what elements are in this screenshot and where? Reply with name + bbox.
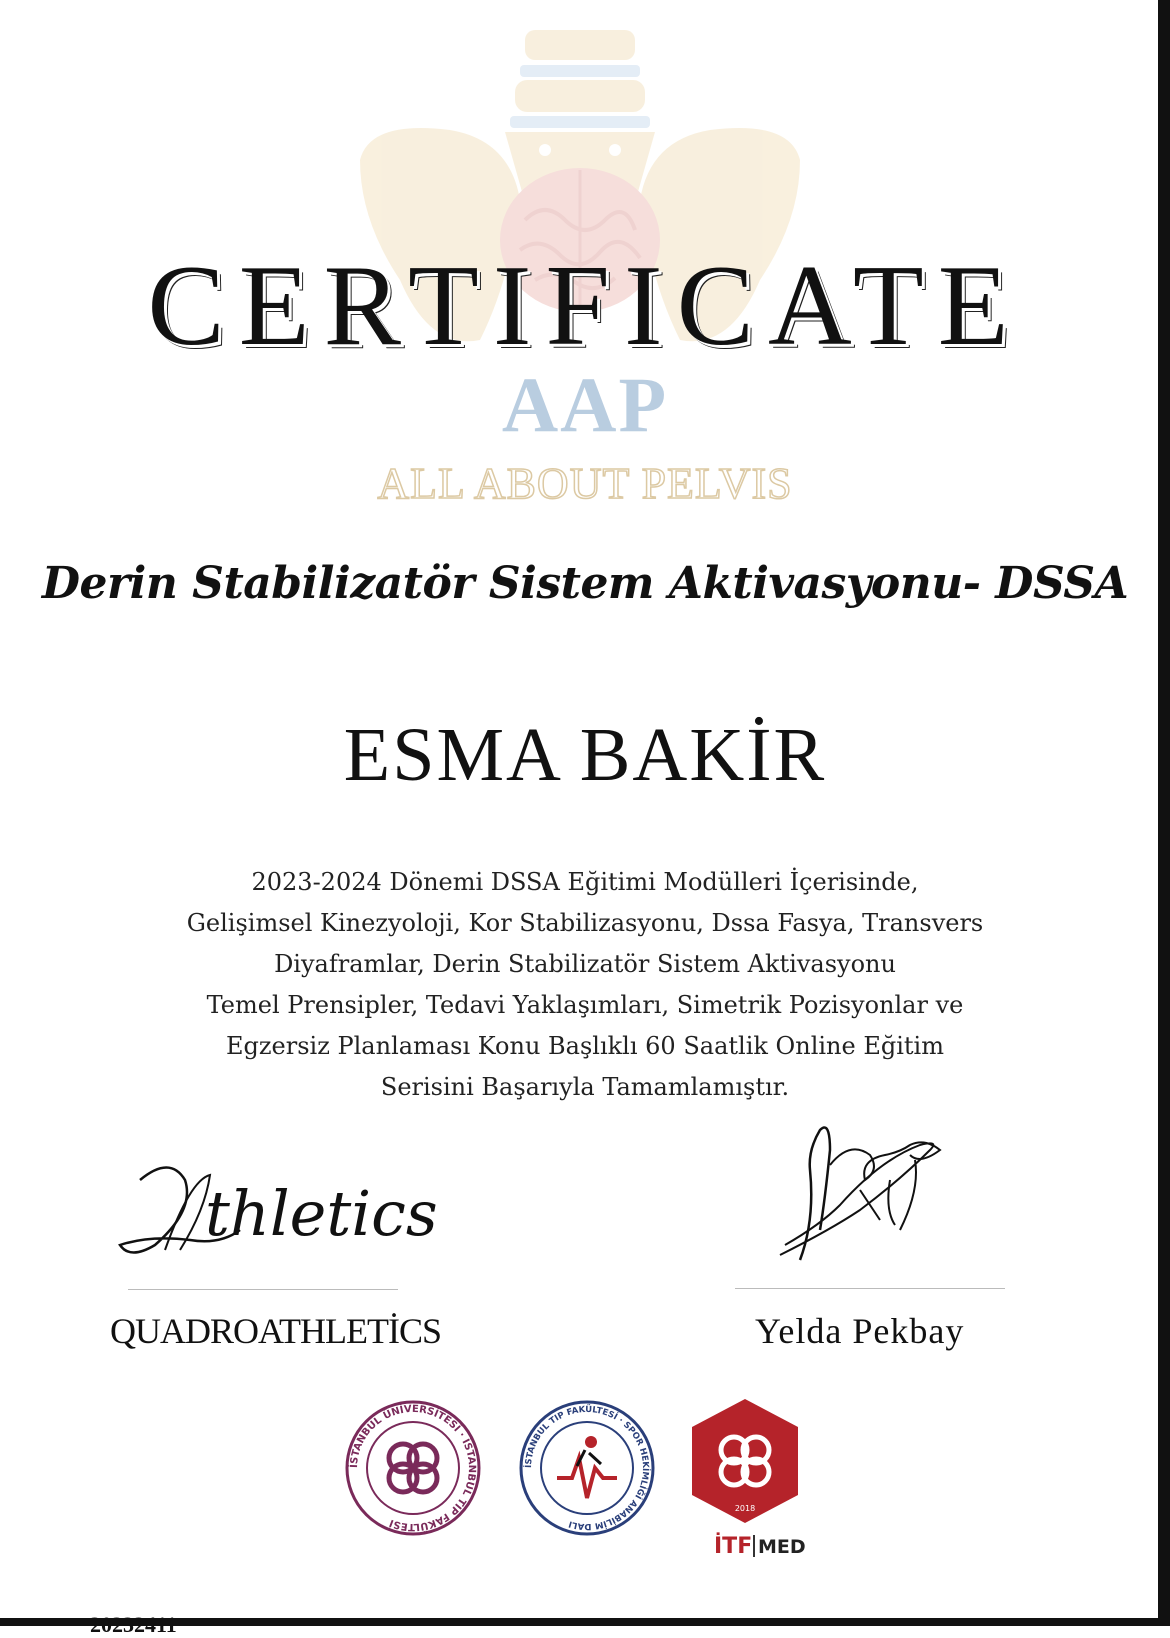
signer-right-name: Yelda Pekbay <box>755 1311 965 1351</box>
description-line: Egzersiz Planlaması Konu Başlıklı 60 Saatlik Online Eğitim <box>226 1032 944 1060</box>
certificate-description <box>150 862 1020 1108</box>
quadroathletics-signature <box>110 1150 438 1270</box>
med-brand-text: MED <box>758 1536 806 1558</box>
svg-text:thletics: thletics <box>205 1177 438 1250</box>
seal-3-year: 2018 <box>734 1504 756 1513</box>
description-line: Gelişimsel Kinezyoloji, Kor Stabilizasyonu, Dssa Fasya, Transvers <box>186 909 984 937</box>
right-edge-border <box>1158 0 1170 1626</box>
description-line: 2023-2024 Dönemi DSSA Eğitimi Modülleri İçerisinde, <box>251 868 919 896</box>
sports-medicine-seal-icon <box>517 1398 657 1538</box>
description-line: Diyaframlar, Derin Stabilizatör Sistem Aktivasyonu <box>274 950 896 978</box>
course-title: Derin Stabilizatör Sistem Aktivasyonu- DSSA <box>41 558 1129 609</box>
description-line: Temel Prensipler, Tedavi Yaklaşımları, Simetrik Pozisyonlar ve <box>206 991 964 1019</box>
description-line: Serisini Başarıyla Tamamlamıştır. <box>380 1073 790 1101</box>
aap-logo-text: AAP <box>501 361 669 448</box>
itf-med-logo-icon <box>686 1395 804 1565</box>
recipient-name: ESMA BAKİR <box>343 713 827 797</box>
signer-left-name: QUADROATHLETİCS <box>110 1311 441 1351</box>
itf-brand-text: İTF <box>714 1534 753 1559</box>
aap-logo-tagline: ALL ABOUT PELVIS <box>377 459 793 508</box>
seal-2-ring-text: İSTANBUL TIP FAKÜLTESİ · SPOR HEKİMLİĞİ ANABİLİM DALI <box>523 1404 651 1532</box>
bottom-edge-border <box>0 1618 1170 1626</box>
yelda-pekbay-signature <box>760 1110 980 1280</box>
seal-1-ring-text: İSTANBUL ÜNİVERSİTESİ · İSTANBUL TIP FAKÜLTESİ <box>348 1403 478 1533</box>
istanbul-university-seal-icon <box>343 1398 483 1538</box>
certificate-title: CERTIFICATE <box>147 242 1023 370</box>
signature-line-left <box>128 1289 398 1290</box>
signature-line-right <box>735 1288 1005 1289</box>
